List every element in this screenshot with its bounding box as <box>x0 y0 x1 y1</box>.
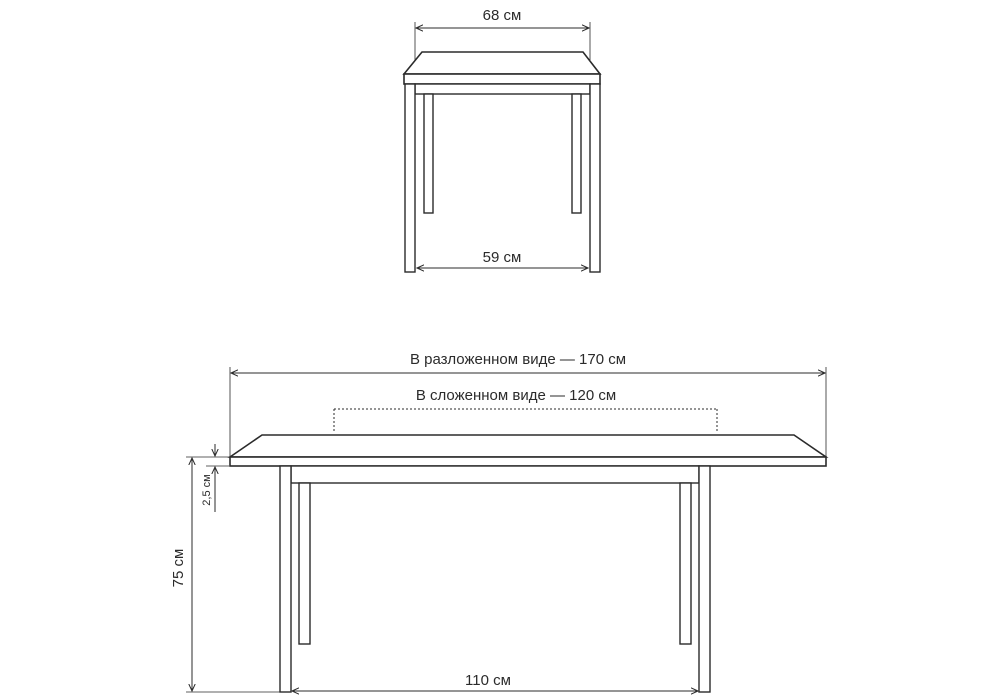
side-back-leg-left <box>424 94 433 213</box>
side-top-width-label: 68 см <box>482 7 522 24</box>
back-leg-left <box>299 483 310 644</box>
thickness-label: 2,5 см <box>201 474 213 506</box>
front-leg-span-label: 110 см <box>465 672 511 689</box>
folded-length-label: В сложенном виде — 120 см <box>415 387 617 404</box>
side-view <box>404 7 600 272</box>
side-tabletop-bevel <box>404 52 600 74</box>
side-back-leg-right <box>572 94 581 213</box>
side-tabletop-slab <box>404 74 600 84</box>
front-leg-left <box>280 466 291 692</box>
extended-length-label: В разложенном виде — 170 см <box>409 351 627 368</box>
side-leg-span-label: 59 см <box>482 249 522 266</box>
side-front-leg-left <box>405 84 415 272</box>
back-leg-right <box>680 483 691 644</box>
front-tabletop-bevel <box>230 435 826 457</box>
front-tabletop-slab <box>230 457 826 466</box>
height-label: 75 см <box>170 548 187 588</box>
front-leg-right <box>699 466 710 692</box>
front-apron <box>291 466 699 483</box>
front-view <box>170 351 826 692</box>
side-front-leg-right <box>590 84 600 272</box>
side-apron <box>415 84 590 94</box>
